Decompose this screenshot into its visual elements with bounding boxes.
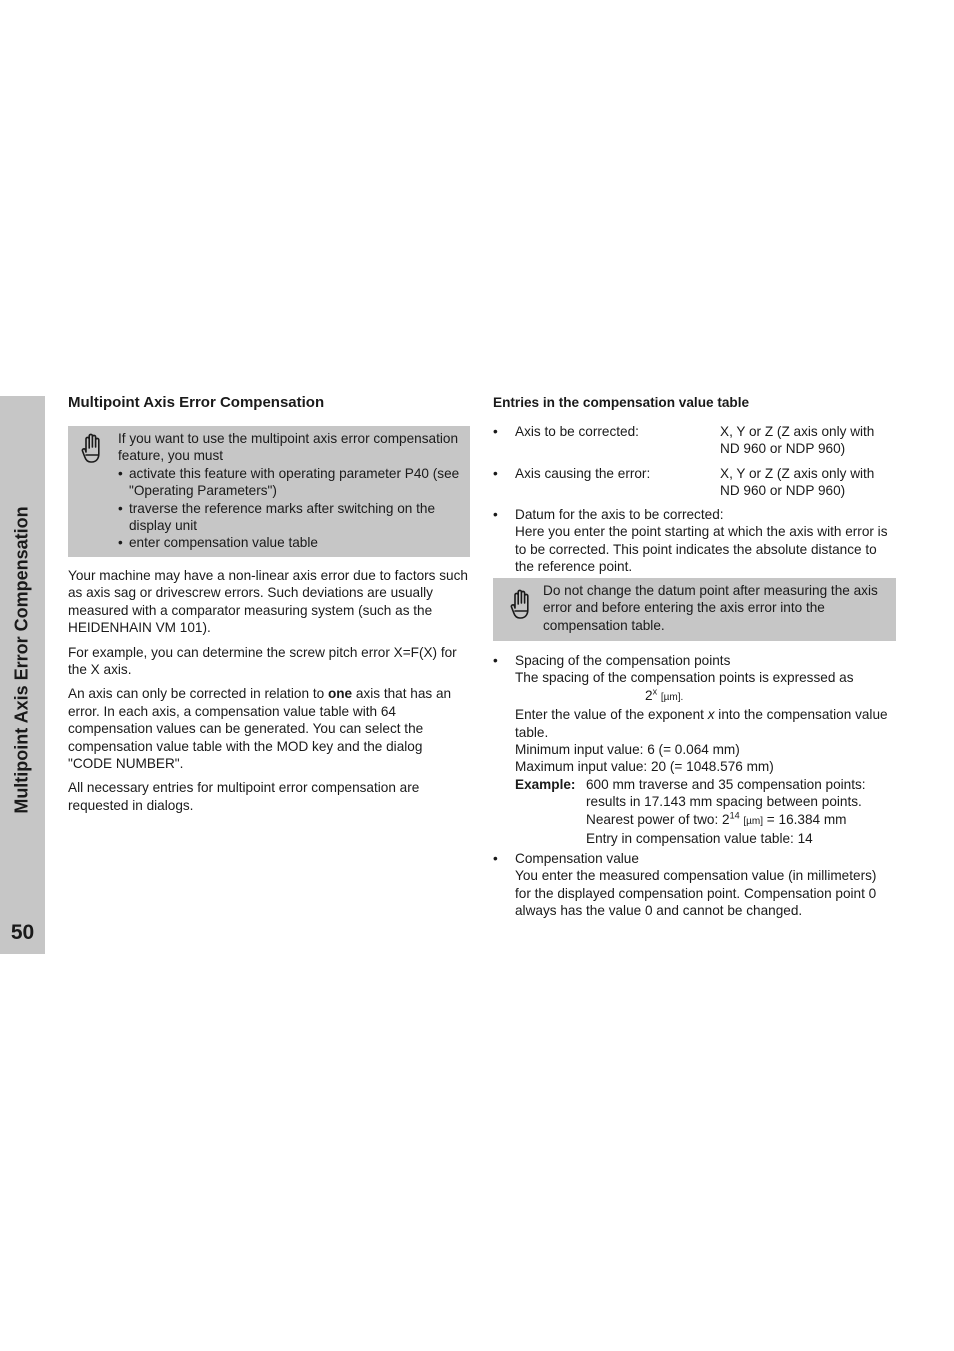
bullet-axis-corrected: • Axis to be corrected: X, Y or Z (Z axis only with ND 960 or NDP 960): [493, 423, 893, 458]
body-text: [68, 567, 470, 814]
note-intro: If you want to use the multipoint axis error compensation feature, you must: [118, 431, 459, 464]
section-heading: Multipoint Axis Error Compensation: [68, 394, 325, 411]
entry-label: Axis causing the error:: [515, 466, 651, 481]
entry-text: Maximum input value: 20 (= 1048.576 mm): [515, 759, 774, 775]
formula: 2$^x$ [µm].: [645, 686, 684, 703]
example-label: Example:: [515, 776, 576, 792]
paragraph: For example, you can determine the screw pitch error X=F(X) for the X axis.: [68, 644, 457, 678]
entry-value: X, Y or Z (Z axis only with ND 960 or NDP 960): [720, 466, 875, 499]
entry-text: You enter the measured compensation value (in millimeters) for the displayed compensation point. Compensation point 0 always has the value 0 and cannot be changed.: [515, 868, 877, 919]
note-box: [493, 578, 896, 641]
entry-title: Spacing of the compensation points: [515, 653, 731, 668]
bullet-axis-causing: • Axis causing the error: X, Y or Z (Z axis only with ND 960 or NDP 960): [493, 465, 893, 500]
entry-text: Minimum input value: 6 (= 0.064 mm): [515, 742, 740, 758]
note-item: • enter compensation value table: [118, 534, 464, 551]
sidebar-title: Multipoint Axis Error Compensation: [11, 506, 32, 814]
hand-note-icon: [510, 588, 534, 622]
entry-text: Enter the value of the exponent x into the compensation value table.: [515, 707, 888, 740]
paragraph: All necessary entries for multipoint error compensation are requested in dialogs.: [68, 780, 420, 813]
entry-title: Datum for the axis to be corrected:: [515, 507, 724, 522]
entry-text: Here you enter the point starting at which the axis with error is to be corrected. This point indicates the absolute distance to the reference point.: [515, 524, 888, 575]
entry-label: Axis to be corrected:: [515, 424, 639, 439]
note-item: • traverse the reference marks after switching on the display unit: [118, 500, 464, 535]
page-number: 50: [10, 921, 35, 944]
note-text: Do not change the datum point after measuring the axis error and before entering the axis error into the compensation table.: [543, 583, 878, 633]
paragraph: Your machine may have a non-linear axis error due to factors such as axis sag or drivescrew errors. Such deviations are usually measured with a comparator measuring system (such as the HEIDENHAIN VM 101).: [68, 568, 468, 636]
hand-note-icon: [81, 432, 105, 466]
bullet-comp-value: • Compensation value You enter the measured compensation value (in millimeters) for the displayed compensation point. Compensation point 0 always has the value 0 and cannot be changed.: [493, 850, 893, 920]
paragraph: An axis can only be corrected in relation to one axis that has an error. In each axis, a compensation value table with 64 compensation values can be generated. You can select the compensation value table with the MOD key and the dialog "CODE NUMBER".: [68, 686, 452, 772]
note-box: [68, 426, 470, 557]
entry-value: X, Y or Z (Z axis only with ND 960 or NDP 960): [720, 424, 875, 457]
entry-text: The spacing of the compensation points is expressed as: [515, 670, 854, 686]
bullet-spacing: • Spacing of the compensation points The spacing of the compensation points is expressed as 2$^x$ [µm]. Enter the value of the exponent x into the compensation value table. Minimum input value: 6 (= 0.064 mm) Maximum input value: 20 (= 1048.576 mm) Example: 600 mm traverse and 35 compensation points: results in 17.143 mm spacing between points. Nearest power of two: $2^{14}$ [µm] = 16.384 mm Entry in compensation value table: 14: [493, 652, 893, 847]
subsection-heading: Entries in the compensation value table: [493, 395, 750, 410]
note-item: • activate this feature with operating parameter P40 (see "Operating Parameters"): [118, 465, 464, 500]
entry-title: Compensation value: [515, 851, 639, 866]
bullet-datum: • Datum for the axis to be corrected: Here you enter the point starting at which the axis with error is to be corrected. This point indicates the absolute distance to the reference point.: [493, 506, 893, 576]
example: Example: 600 mm traverse and 35 compensation points: results in 17.143 mm spacing between points. Nearest power of two: $2^{14}$ [µm] = 16.384 mm Entry in compensation value table: 14: [515, 776, 866, 847]
